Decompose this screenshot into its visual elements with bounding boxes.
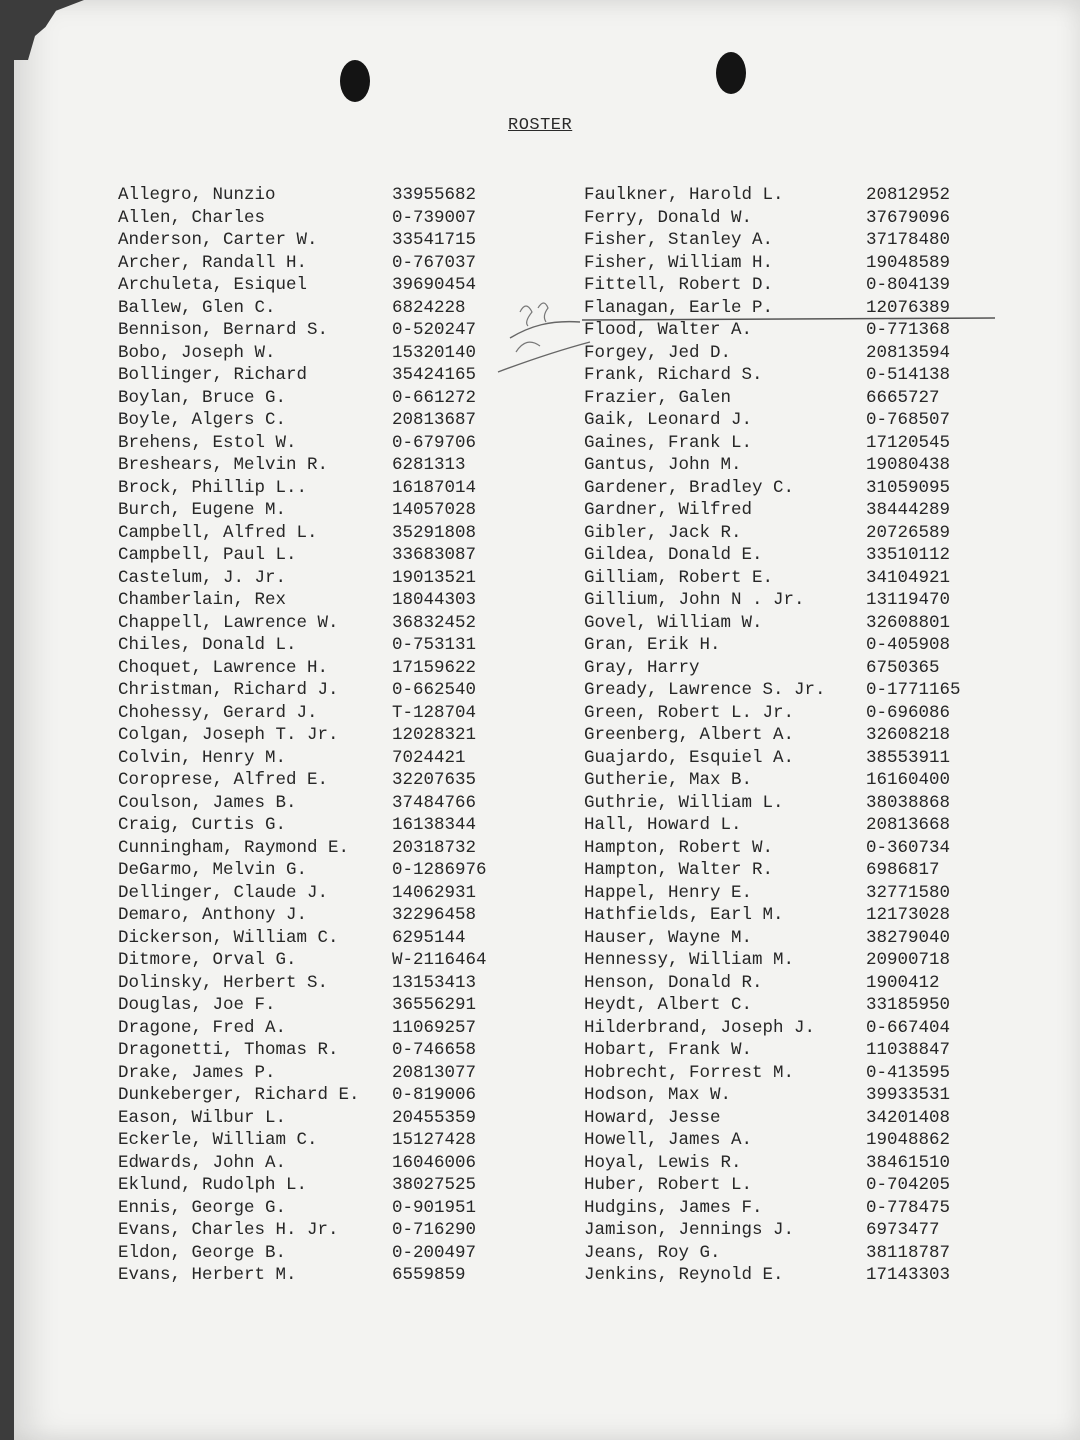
service-number: 0-768507 xyxy=(866,410,951,430)
service-number: 0-767037 xyxy=(392,252,477,273)
service-number: 33510112 xyxy=(866,545,951,565)
roster-row xyxy=(584,814,1054,837)
roster-row xyxy=(584,634,1054,657)
service-number: 1900412 xyxy=(866,972,940,993)
roster-row xyxy=(584,274,1054,297)
service-number: 0-413595 xyxy=(866,1062,951,1083)
roster-row xyxy=(584,252,1054,275)
roster-row xyxy=(118,499,588,522)
roster-name: Henson, Donald R. xyxy=(584,972,763,993)
roster-name: Green, Robert L. Jr. xyxy=(584,702,795,723)
roster-row xyxy=(118,229,588,252)
roster-row xyxy=(584,364,1054,387)
roster-row xyxy=(584,229,1054,252)
service-number: 16046006 xyxy=(392,1152,477,1173)
service-number: 0-667404 xyxy=(866,1017,951,1038)
service-number: 38038868 xyxy=(866,792,951,813)
service-number: 34201408 xyxy=(866,1107,951,1128)
roster-name: Fisher, William H. xyxy=(584,252,774,273)
roster-name: Hoyal, Lewis R. xyxy=(584,1152,742,1173)
roster-name: Gardener, Bradley C. xyxy=(584,477,795,498)
roster-name: Jenkins, Reynold E. xyxy=(584,1265,784,1285)
roster-row xyxy=(584,769,1054,792)
roster-row xyxy=(118,634,588,657)
roster-row xyxy=(118,252,588,275)
service-number: 20900718 xyxy=(866,950,951,970)
service-number: 13153413 xyxy=(392,972,477,993)
service-number: 38553911 xyxy=(866,747,951,768)
roster-row xyxy=(118,409,588,432)
roster-row xyxy=(118,657,588,680)
roster-row xyxy=(584,1107,1054,1130)
service-number: 11038847 xyxy=(866,1040,951,1060)
roster-row xyxy=(584,589,1054,612)
punch-hole-left xyxy=(340,60,370,102)
roster-row xyxy=(118,859,588,882)
roster-column-left xyxy=(118,184,588,1287)
roster-row xyxy=(118,1062,588,1085)
service-number: W-2116464 xyxy=(392,950,487,970)
service-number: 0-804139 xyxy=(866,275,951,295)
roster-name: Hathfields, Earl M. xyxy=(584,905,784,925)
service-number: 16160400 xyxy=(866,770,951,790)
service-number: 32608218 xyxy=(866,725,951,745)
roster-name: Eckerle, William C. xyxy=(118,1130,318,1150)
roster-name: Bennison, Bernard S. xyxy=(118,320,329,340)
roster-row xyxy=(584,1017,1054,1040)
roster-row xyxy=(584,432,1054,455)
roster-row xyxy=(584,657,1054,680)
service-number: 0-819006 xyxy=(392,1085,477,1105)
roster-name: Campbell, Alfred L. xyxy=(118,522,318,543)
roster-name: Colvin, Henry M. xyxy=(118,747,287,768)
roster-row xyxy=(118,522,588,545)
roster-name: Douglas, Joe F. xyxy=(118,995,276,1015)
service-number: 36832452 xyxy=(392,612,477,633)
roster-name: Castelum, J. Jr. xyxy=(118,567,287,588)
roster-name: Colgan, Joseph T. Jr. xyxy=(118,725,339,745)
roster-row xyxy=(118,207,588,230)
service-number: 32771580 xyxy=(866,882,951,903)
roster-row xyxy=(118,994,588,1017)
service-number: 0-746658 xyxy=(392,1040,477,1060)
roster-name: Boylan, Bruce G. xyxy=(118,387,287,408)
roster-row xyxy=(118,837,588,860)
roster-name: Evans, Herbert M. xyxy=(118,1265,297,1285)
service-number: 38461510 xyxy=(866,1152,951,1173)
roster-name: Hobart, Frank W. xyxy=(584,1040,753,1060)
service-number: 0-514138 xyxy=(866,365,951,385)
roster-name: Gibler, Jack R. xyxy=(584,522,742,543)
service-number: 19048862 xyxy=(866,1130,951,1150)
roster-name: Brock, Phillip L.. xyxy=(118,477,308,498)
roster-row xyxy=(118,792,588,815)
roster-row xyxy=(118,364,588,387)
service-number: 16138344 xyxy=(392,815,477,835)
roster-row xyxy=(584,184,1054,207)
roster-row xyxy=(584,522,1054,545)
roster-name: Bobo, Joseph W. xyxy=(118,342,276,363)
service-number: 13119470 xyxy=(866,590,951,610)
roster-name: Bollinger, Richard xyxy=(118,365,308,385)
service-number: 38279040 xyxy=(866,927,951,948)
roster-row xyxy=(584,1219,1054,1242)
roster-name: Gaik, Leonard J. xyxy=(584,410,753,430)
roster-name: Allen, Charles xyxy=(118,207,266,228)
service-number: 0-901951 xyxy=(392,1197,477,1218)
service-number: 0-739007 xyxy=(392,207,477,228)
roster-name: Boyle, Algers C. xyxy=(118,410,287,430)
roster-row xyxy=(584,1242,1054,1265)
service-number: 14057028 xyxy=(392,500,477,520)
service-number: 15320140 xyxy=(392,342,477,363)
roster-row xyxy=(584,949,1054,972)
roster-row xyxy=(584,207,1054,230)
service-number: 6665727 xyxy=(866,387,940,408)
roster-name: Flanagan, Earle P. xyxy=(584,297,774,318)
roster-row xyxy=(584,859,1054,882)
roster-name: Gantus, John M. xyxy=(584,455,742,475)
roster-name: Burch, Eugene M. xyxy=(118,500,287,520)
roster-row xyxy=(118,1264,588,1287)
roster-row xyxy=(584,837,1054,860)
service-number: 7024421 xyxy=(392,747,466,768)
service-number: 0-1286976 xyxy=(392,860,487,880)
roster-row xyxy=(584,387,1054,410)
roster-name: Choquet, Lawrence H. xyxy=(118,657,329,678)
service-number: 37679096 xyxy=(866,207,951,228)
service-number: 12076389 xyxy=(866,297,951,318)
service-number: 33185950 xyxy=(866,995,951,1015)
service-number: 35424165 xyxy=(392,365,477,385)
service-number: 20813594 xyxy=(866,342,951,363)
roster-row xyxy=(584,1152,1054,1175)
roster-row xyxy=(584,297,1054,320)
service-number: 38118787 xyxy=(866,1242,951,1263)
service-number: 32608801 xyxy=(866,612,951,633)
roster-row xyxy=(118,1219,588,1242)
roster-row xyxy=(584,702,1054,725)
service-number: 20455359 xyxy=(392,1107,477,1128)
service-number: 6824228 xyxy=(392,297,466,318)
roster-row xyxy=(118,724,588,747)
punch-hole-right xyxy=(716,52,746,94)
service-number: 33683087 xyxy=(392,545,477,565)
roster-row xyxy=(584,679,1054,702)
service-number: 31059095 xyxy=(866,477,951,498)
roster-name: Hampton, Robert W. xyxy=(584,837,774,858)
roster-row xyxy=(118,319,588,342)
roster-name: Chohessy, Gerard J. xyxy=(118,702,318,723)
service-number: 32296458 xyxy=(392,905,477,925)
roster-row xyxy=(584,747,1054,770)
roster-name: Breshears, Melvin R. xyxy=(118,455,329,475)
roster-name: Hobrecht, Forrest M. xyxy=(584,1062,795,1083)
roster-name: Eklund, Rudolph L. xyxy=(118,1175,308,1195)
roster-row xyxy=(584,882,1054,905)
service-number: 6750365 xyxy=(866,657,940,678)
service-number: 18044303 xyxy=(392,590,477,610)
roster-name: Hodson, Max W. xyxy=(584,1085,732,1105)
roster-name: Campbell, Paul L. xyxy=(118,545,297,565)
roster-row xyxy=(118,589,588,612)
roster-column-right xyxy=(584,184,1054,1287)
roster-row xyxy=(118,184,588,207)
roster-row xyxy=(584,792,1054,815)
roster-row xyxy=(118,432,588,455)
service-number: 0-405908 xyxy=(866,635,951,655)
roster-name: Guajardo, Esquiel A. xyxy=(584,747,795,768)
roster-name: Gutherie, Max B. xyxy=(584,770,753,790)
roster-row xyxy=(118,769,588,792)
roster-name: Ferry, Donald W. xyxy=(584,207,753,228)
roster-name: Govel, William W. xyxy=(584,612,763,633)
roster-name: Ditmore, Orval G. xyxy=(118,950,297,970)
roster-name: Archuleta, Esiquel xyxy=(118,275,308,295)
roster-name: Guthrie, William L. xyxy=(584,792,784,813)
roster-row xyxy=(584,342,1054,365)
roster-row xyxy=(118,747,588,770)
roster-name: Huber, Robert L. xyxy=(584,1175,753,1195)
roster-row xyxy=(584,1197,1054,1220)
roster-name: Craig, Curtis G. xyxy=(118,815,287,835)
roster-row xyxy=(118,297,588,320)
service-number: 33541715 xyxy=(392,230,477,250)
service-number: 17120545 xyxy=(866,432,951,453)
roster-name: Gilliam, Robert E. xyxy=(584,567,774,588)
roster-name: Hall, Howard L. xyxy=(584,815,742,835)
roster-row xyxy=(118,814,588,837)
service-number: 0-200497 xyxy=(392,1242,477,1263)
roster-row xyxy=(118,1197,588,1220)
service-number: 0-1771165 xyxy=(866,680,961,700)
service-number: 0-771368 xyxy=(866,320,951,340)
service-number: 20813687 xyxy=(392,410,477,430)
roster-name: Dellinger, Claude J. xyxy=(118,882,329,903)
service-number: 15127428 xyxy=(392,1130,477,1150)
page-title: ROSTER xyxy=(508,116,573,135)
service-number: 35291808 xyxy=(392,522,477,543)
roster-name: Frazier, Galen xyxy=(584,387,732,408)
roster-name: Eldon, George B. xyxy=(118,1242,287,1263)
roster-name: Howell, James A. xyxy=(584,1130,753,1150)
roster-name: Gready, Lawrence S. Jr. xyxy=(584,680,826,700)
service-number: 20813077 xyxy=(392,1062,477,1083)
service-number: 17159622 xyxy=(392,657,477,678)
service-number: 0-661272 xyxy=(392,387,477,408)
roster-name: Eason, Wilbur L. xyxy=(118,1107,287,1128)
roster-name: Chiles, Donald L. xyxy=(118,635,297,655)
roster-row xyxy=(584,544,1054,567)
service-number: 20812952 xyxy=(866,185,951,205)
roster-name: Dragone, Fred A. xyxy=(118,1017,287,1038)
roster-row xyxy=(118,1084,588,1107)
roster-name: Fisher, Stanley A. xyxy=(584,230,774,250)
service-number: 39690454 xyxy=(392,275,477,295)
service-number: 39933531 xyxy=(866,1085,951,1105)
service-number: 33955682 xyxy=(392,185,477,205)
roster-row xyxy=(118,477,588,500)
roster-name: Hauser, Wayne M. xyxy=(584,927,753,948)
roster-name: Hampton, Walter R. xyxy=(584,860,774,880)
roster-name: Gran, Erik H. xyxy=(584,635,721,655)
roster-row xyxy=(118,972,588,995)
roster-row xyxy=(584,612,1054,635)
roster-row xyxy=(584,499,1054,522)
roster-name: Hennessy, William M. xyxy=(584,950,795,970)
roster-name: Demaro, Anthony J. xyxy=(118,905,308,925)
roster-row xyxy=(118,1107,588,1130)
roster-name: Chappell, Lawrence W. xyxy=(118,612,339,633)
roster-name: Hilderbrand, Joseph J. xyxy=(584,1017,816,1038)
service-number: 6559859 xyxy=(392,1265,466,1285)
roster-name: Edwards, John A. xyxy=(118,1152,287,1173)
roster-name: Gardner, Wilfred xyxy=(584,500,753,520)
service-number: 20726589 xyxy=(866,522,951,543)
service-number: 19048589 xyxy=(866,252,951,273)
service-number: 6295144 xyxy=(392,927,466,948)
service-number: 0-679706 xyxy=(392,432,477,453)
service-number: 0-696086 xyxy=(866,702,951,723)
service-number: 11069257 xyxy=(392,1017,477,1038)
roster-name: Flood, Walter A. xyxy=(584,320,753,340)
service-number: 14062931 xyxy=(392,882,477,903)
roster-name: Faulkner, Harold L. xyxy=(584,185,784,205)
roster-row xyxy=(118,1242,588,1265)
service-number: 34104921 xyxy=(866,567,951,588)
roster-row xyxy=(118,1174,588,1197)
roster-name: Cunningham, Raymond E. xyxy=(118,837,350,858)
roster-row xyxy=(118,882,588,905)
roster-row xyxy=(584,927,1054,950)
roster-name: Archer, Randall H. xyxy=(118,252,308,273)
service-number: 6281313 xyxy=(392,455,466,475)
roster-row xyxy=(584,1264,1054,1287)
roster-name: Hudgins, James F. xyxy=(584,1197,763,1218)
service-number: 6986817 xyxy=(866,860,940,880)
roster-name: Frank, Richard S. xyxy=(584,365,763,385)
service-number: 32207635 xyxy=(392,770,477,790)
roster-row xyxy=(118,679,588,702)
roster-row xyxy=(584,319,1054,342)
roster-row xyxy=(118,1017,588,1040)
service-number: 12028321 xyxy=(392,725,477,745)
roster-row xyxy=(118,567,588,590)
service-number: 6973477 xyxy=(866,1220,940,1240)
roster-name: Christman, Richard J. xyxy=(118,680,339,700)
roster-name: Brehens, Estol W. xyxy=(118,432,297,453)
roster-row xyxy=(118,387,588,410)
service-number: 0-778475 xyxy=(866,1197,951,1218)
roster-row xyxy=(118,544,588,567)
roster-name: Happel, Henry E. xyxy=(584,882,753,903)
roster-name: Chamberlain, Rex xyxy=(118,590,287,610)
roster-name: Ballew, Glen C. xyxy=(118,297,276,318)
roster-name: Gillium, John N . Jr. xyxy=(584,590,805,610)
roster-row xyxy=(118,949,588,972)
roster-name: Ennis, George G. xyxy=(118,1197,287,1218)
roster-row xyxy=(118,1039,588,1062)
service-number: 0-662540 xyxy=(392,680,477,700)
service-number: 38444289 xyxy=(866,500,951,520)
roster-row xyxy=(584,477,1054,500)
roster-row xyxy=(118,904,588,927)
roster-name: Gildea, Donald E. xyxy=(584,545,763,565)
roster-row xyxy=(584,567,1054,590)
service-number: 16187014 xyxy=(392,477,477,498)
service-number: T-128704 xyxy=(392,702,477,723)
roster-row xyxy=(118,342,588,365)
roster-name: Gaines, Frank L. xyxy=(584,432,753,453)
service-number: 0-520247 xyxy=(392,320,477,340)
service-number: 17143303 xyxy=(866,1265,951,1285)
roster-row xyxy=(584,1174,1054,1197)
roster-name: Jamison, Jennings J. xyxy=(584,1220,795,1240)
service-number: 0-704205 xyxy=(866,1175,951,1195)
roster-row xyxy=(584,1039,1054,1062)
roster-row xyxy=(118,1152,588,1175)
roster-name: Coulson, James B. xyxy=(118,792,297,813)
roster-row xyxy=(584,409,1054,432)
roster-name: Howard, Jesse xyxy=(584,1107,721,1128)
roster-name: Fittell, Robert D. xyxy=(584,275,774,295)
roster-name: DeGarmo, Melvin G. xyxy=(118,860,308,880)
service-number: 0-753131 xyxy=(392,635,477,655)
roster-name: Evans, Charles H. Jr. xyxy=(118,1220,339,1240)
roster-row xyxy=(584,724,1054,747)
roster-row xyxy=(584,1129,1054,1152)
service-number: 20318732 xyxy=(392,837,477,858)
roster-name: Dunkeberger, Richard E. xyxy=(118,1085,360,1105)
service-number: 12173028 xyxy=(866,905,951,925)
roster-row xyxy=(584,454,1054,477)
roster-name: Allegro, Nunzio xyxy=(118,185,276,205)
service-number: 20813668 xyxy=(866,815,951,835)
roster-row xyxy=(584,994,1054,1017)
service-number: 36556291 xyxy=(392,995,477,1015)
roster-row xyxy=(118,1129,588,1152)
roster-name: Dickerson, William C. xyxy=(118,927,339,948)
roster-name: Anderson, Carter W. xyxy=(118,230,318,250)
roster-name: Coroprese, Alfred E. xyxy=(118,770,329,790)
roster-row xyxy=(118,927,588,950)
roster-row xyxy=(584,1084,1054,1107)
roster-row xyxy=(118,702,588,725)
service-number: 19080438 xyxy=(866,455,951,475)
roster-row xyxy=(118,454,588,477)
roster-row xyxy=(118,274,588,297)
roster-name: Greenberg, Albert A. xyxy=(584,725,795,745)
roster-name: Jeans, Roy G. xyxy=(584,1242,721,1263)
roster-name: Drake, James P. xyxy=(118,1062,276,1083)
service-number: 37178480 xyxy=(866,230,951,250)
roster-name: Dolinsky, Herbert S. xyxy=(118,972,329,993)
service-number: 19013521 xyxy=(392,567,477,588)
roster-row xyxy=(584,972,1054,995)
roster-row xyxy=(584,1062,1054,1085)
service-number: 0-716290 xyxy=(392,1220,477,1240)
roster-row xyxy=(584,904,1054,927)
roster-name: Dragonetti, Thomas R. xyxy=(118,1040,339,1060)
roster-row xyxy=(118,612,588,635)
roster-name: Gray, Harry xyxy=(584,657,700,678)
service-number: 0-360734 xyxy=(866,837,951,858)
roster-name: Heydt, Albert C. xyxy=(584,995,753,1015)
service-number: 38027525 xyxy=(392,1175,477,1195)
service-number: 37484766 xyxy=(392,792,477,813)
roster-name: Forgey, Jed D. xyxy=(584,342,732,363)
